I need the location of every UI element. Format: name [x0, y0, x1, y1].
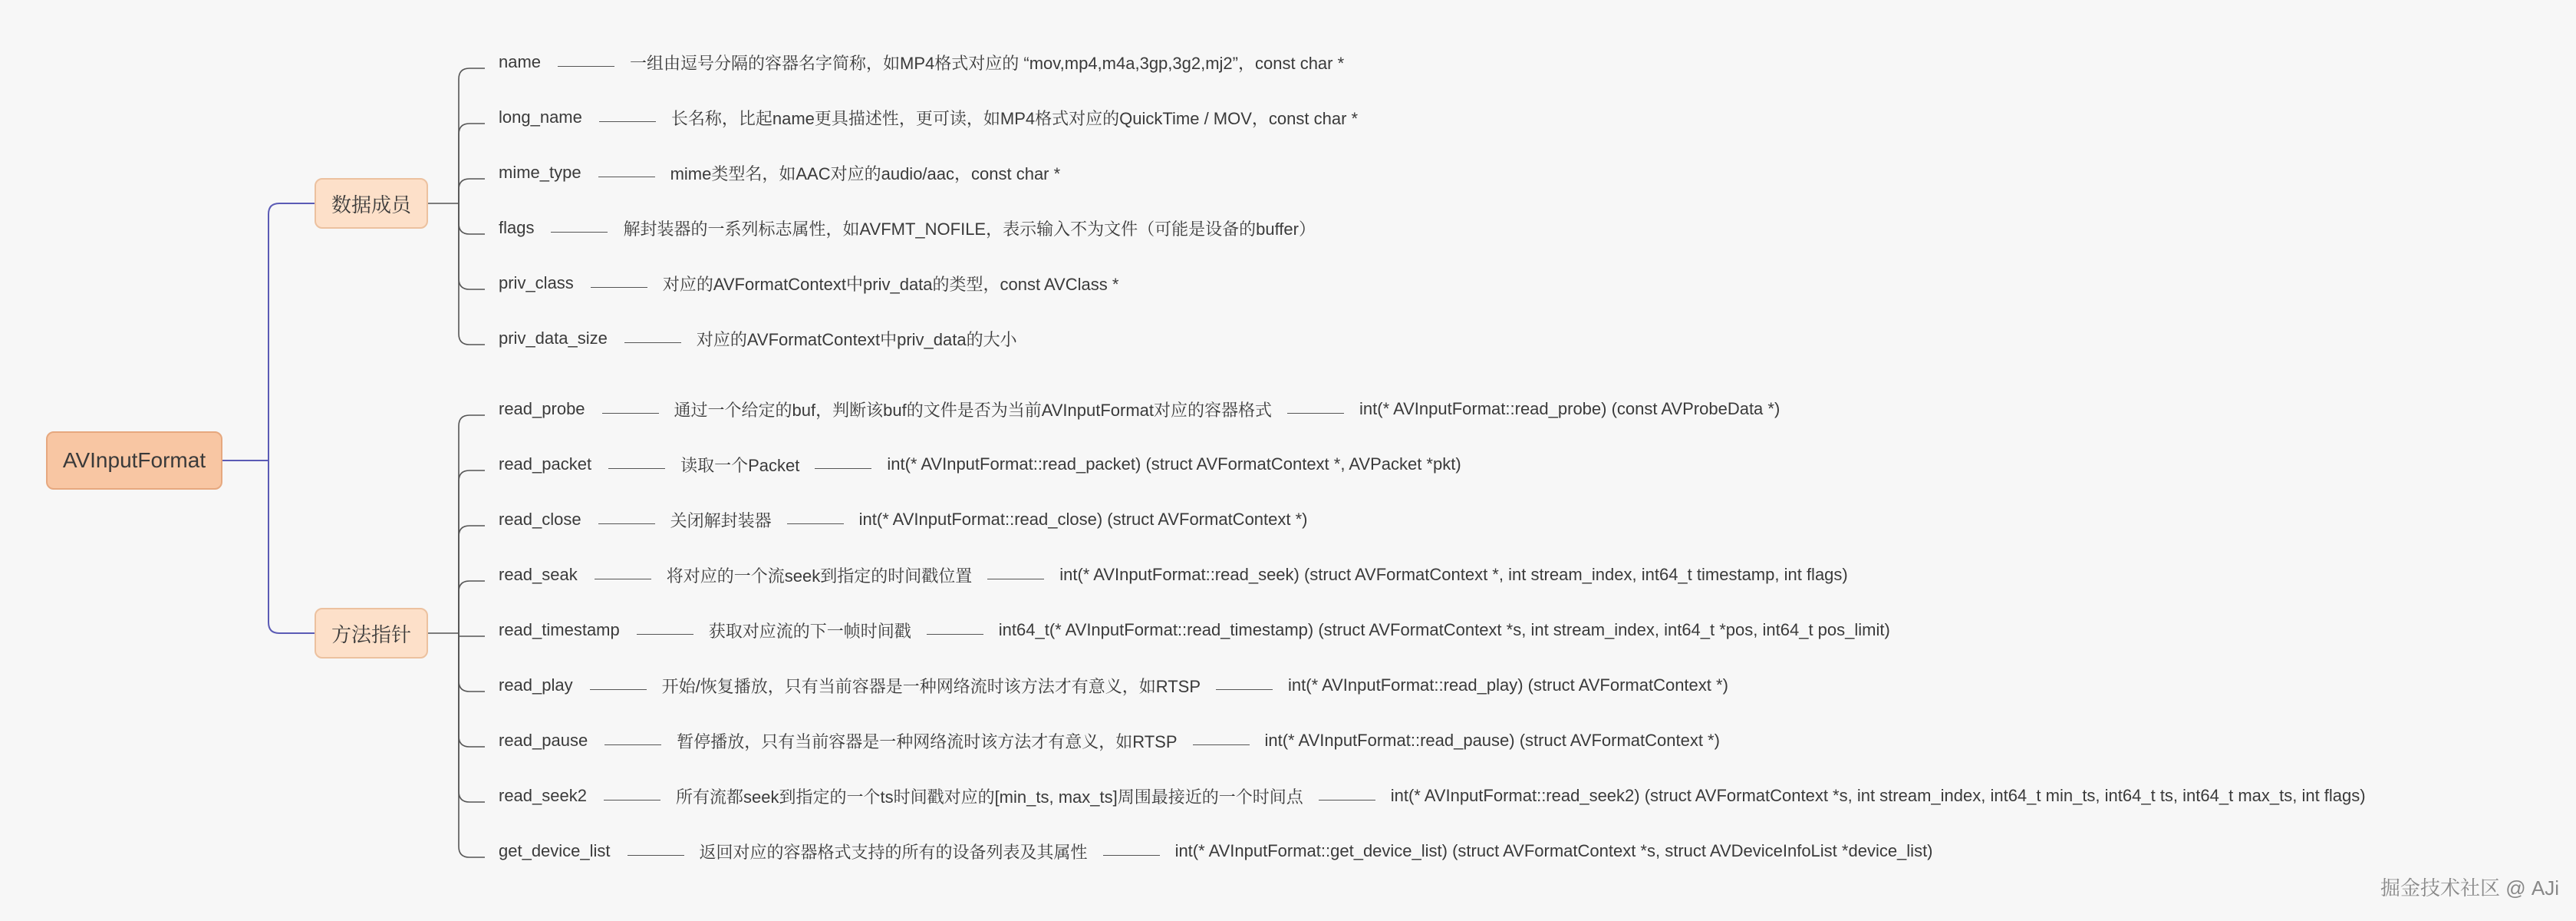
dash-connector	[1319, 800, 1375, 801]
branch-connector	[459, 124, 485, 203]
leaf-signature: int(* AVInputFormat::read_probe) (const AVProbeData *)	[1359, 399, 1780, 418]
leaf-description: 一组由逗号分隔的容器名字简称，如MP4格式对应的 “mov,mp4,m4a,3gp,3g2,mj2”，const char *	[630, 53, 1345, 73]
root-connector	[268, 203, 315, 460]
leaf-mime-type[interactable]	[499, 157, 1060, 188]
leaf-read-packet[interactable]	[499, 449, 1461, 480]
leaf-description: 通过一个给定的buf，判断该buf的文件是否为当前AVInputFormat对应的容器格式	[674, 400, 1273, 420]
branch-connector	[459, 633, 485, 802]
leaf-name: read_seek2	[499, 786, 587, 805]
leaf-name: priv_data_size	[499, 328, 608, 348]
leaf-name: read_close	[499, 510, 581, 529]
dash-connector	[591, 287, 647, 288]
leaf-signature: int(* AVInputFormat::read_play) (struct AVFormatContext *)	[1288, 675, 1728, 695]
branch-connector	[459, 203, 485, 345]
leaf-description: 暂停播放，只有当前容器是一种网络流时该方法才有意义，如RTSP	[677, 731, 1178, 751]
dash-connector	[602, 413, 659, 414]
dash-connector	[608, 468, 665, 469]
root-node[interactable]: AVInputFormat	[46, 431, 222, 490]
leaf-name[interactable]	[499, 47, 1344, 78]
branch-connector	[459, 633, 485, 692]
dash-connector	[787, 523, 844, 524]
leaf-name: read_pause	[499, 731, 588, 750]
leaf-description: 所有流都seek到指定的一个ts时间戳对应的[min_ts, max_ts]周围最接近的一个时间点	[675, 787, 1303, 807]
leaf-name: long_name	[499, 107, 582, 127]
leaf-description: 开始/恢复播放，只有当前容器是一种网络流时该方法才有意义，如RTSP	[661, 676, 1201, 696]
leaf-name: flags	[499, 218, 535, 237]
leaf-description: 返回对应的容器格式支持的所有的设备列表及其属性	[699, 842, 1088, 862]
watermark: 掘金技术社区 @ AJi	[2380, 876, 2559, 900]
leaf-signature: int(* AVInputFormat::read_packet) (struct AVFormatContext *, AVPacket *pkt)	[887, 454, 1461, 474]
dash-connector	[551, 232, 608, 233]
group-node-method-pointers[interactable]: 方法指针	[315, 608, 428, 659]
leaf-name: read_seak	[499, 565, 578, 584]
dash-connector	[624, 342, 681, 343]
leaf-description: 关闭解封装器	[670, 510, 772, 530]
branch-connector	[459, 470, 485, 633]
leaf-description: 将对应的一个流seek到指定的时间戳位置	[666, 566, 973, 586]
branch-connector	[459, 179, 485, 203]
leaf-description: 对应的AVFormatContext中priv_data的类型，const AVClass *	[662, 274, 1119, 294]
leaf-description: 对应的AVFormatContext中priv_data的大小	[696, 329, 1017, 349]
branch-connector	[459, 203, 485, 234]
leaf-long-name[interactable]	[499, 102, 1358, 133]
dash-connector	[598, 523, 655, 524]
leaf-description: 获取对应流的下一帧时间戳	[708, 621, 911, 641]
root-connector	[268, 460, 315, 633]
leaf-signature: int(* AVInputFormat::read_close) (struct AVFormatContext *)	[858, 510, 1308, 529]
leaf-priv-class[interactable]	[499, 268, 1118, 299]
dash-connector	[637, 634, 693, 635]
leaf-name: read_play	[499, 675, 573, 695]
leaf-signature: int(* AVInputFormat::get_device_list) (struct AVFormatContext *s, struct AVDeviceInfoList *device_list)	[1174, 841, 1933, 860]
leaf-name: name	[499, 52, 542, 71]
leaf-name: priv_class	[499, 273, 574, 292]
dash-connector	[599, 121, 656, 122]
dash-connector	[927, 634, 983, 635]
leaf-description: mime类型名，如AAC对应的audio/aac，const char *	[670, 163, 1061, 183]
branch-connector	[459, 68, 485, 203]
branch-connector	[459, 415, 485, 633]
leaf-read-seek2[interactable]	[499, 781, 2366, 811]
leaf-name: get_device_list	[499, 841, 611, 860]
branch-connector	[459, 633, 485, 636]
leaf-read-timestamp[interactable]	[499, 615, 1890, 645]
branch-connector	[459, 526, 485, 633]
leaf-name: read_probe	[499, 399, 585, 418]
branch-connector	[459, 203, 485, 289]
leaf-signature: int(* AVInputFormat::read_seek2) (struct AVFormatContext *s, int stream_index, int64_t min_ts, int64_t ts, int64_t max_ts, int flags)	[1390, 786, 2366, 805]
leaf-description: 长名称，比起name更具描述性，更可读，如MP4格式对应的QuickTime / MOV，const char *	[670, 108, 1359, 128]
branch-connector	[459, 581, 485, 633]
dash-connector	[628, 855, 684, 856]
leaf-description: 读取一个Packet	[680, 455, 800, 475]
leaf-signature: int(* AVInputFormat::read_pause) (struct AVFormatContext *)	[1264, 731, 1720, 750]
leaf-read-pause[interactable]	[499, 725, 1720, 756]
dash-connector	[1193, 744, 1250, 745]
dash-connector	[604, 800, 660, 801]
leaf-name: read_packet	[499, 454, 592, 474]
leaf-read-play[interactable]	[499, 670, 1728, 701]
leaf-read-probe[interactable]	[499, 394, 1780, 424]
leaf-signature: int64_t(* AVInputFormat::read_timestamp) (struct AVFormatContext *s, int stream_index, int64_t *pos, int64_t pos_limit)	[998, 620, 1890, 639]
dash-connector	[1103, 855, 1160, 856]
leaf-read-close[interactable]	[499, 504, 1308, 535]
leaf-description: 解封装器的一系列标志属性，如AVFMT_NOFILE，表示输入不为文件（可能是设备的buffer）	[623, 219, 1316, 239]
dash-connector	[558, 66, 614, 67]
leaf-signature: int(* AVInputFormat::read_seek) (struct AVFormatContext *, int stream_index, int64_t timestamp, int flags)	[1059, 565, 1848, 584]
leaf-name: mime_type	[499, 163, 581, 182]
leaf-name: read_timestamp	[499, 620, 620, 639]
leaf-get-device-list[interactable]	[499, 836, 1933, 867]
dash-connector	[604, 744, 661, 745]
group-node-data-members[interactable]: 数据成员	[315, 178, 428, 229]
leaf-priv-data-size[interactable]	[499, 323, 1017, 354]
dash-connector	[590, 689, 647, 690]
dash-connector	[1216, 689, 1273, 690]
leaf-flags[interactable]	[499, 213, 1316, 243]
dash-connector	[815, 468, 871, 469]
leaf-read-seak[interactable]	[499, 560, 1848, 590]
dash-connector	[1287, 413, 1344, 414]
